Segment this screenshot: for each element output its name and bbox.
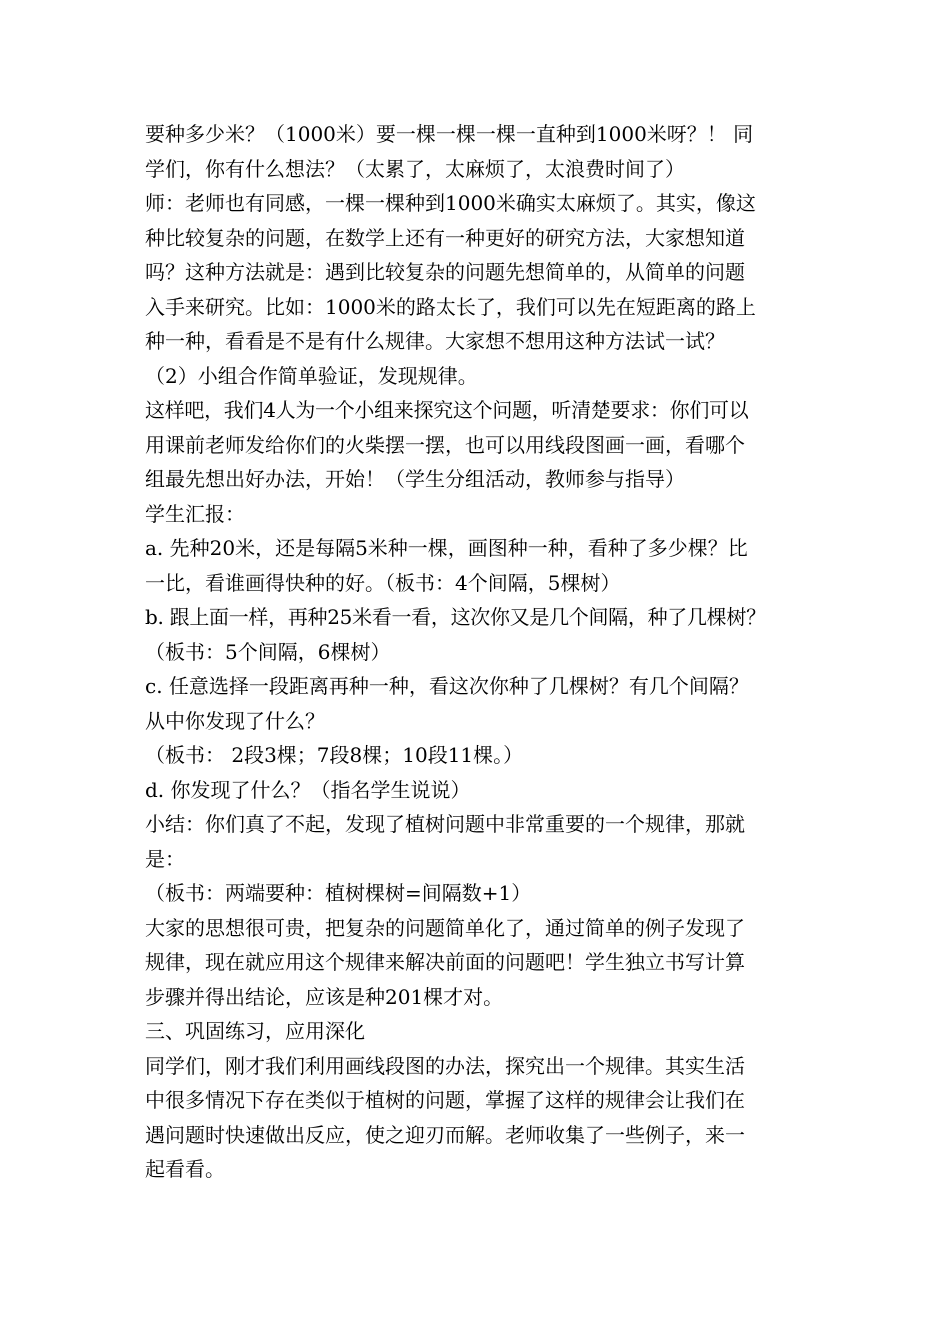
text-line: 学们，你有什么想法？（太累了，太麻烦了，太浪费时间了） bbox=[145, 156, 685, 181]
text-line: 师：老师也有同感，一棵一棵种到1000米确实太麻烦了。其实，像这 bbox=[145, 191, 756, 215]
text-line: 同学们，刚才我们利用画线段图的办法，探究出一个规律。其实生活 bbox=[145, 1053, 745, 1078]
text-line: 起看看。 bbox=[145, 1157, 225, 1181]
text-line: 是： bbox=[145, 846, 185, 871]
section-heading: （2）小组合作简单验证，发现规律。 bbox=[145, 363, 478, 388]
text-line: 遇问题时快速做出反应，使之迎刃而解。老师收集了一些例子，来一 bbox=[145, 1122, 745, 1147]
text-line: 种比较复杂的问题，在数学上还有一种更好的研究方法，大家想知道 bbox=[145, 225, 745, 250]
document-body bbox=[145, 117, 813, 1187]
text-line: （板书：5个间隔，6棵树） bbox=[145, 639, 391, 664]
text-line: 小结：你们真了不起，发现了植树问题中非常重要的一个规律，那就 bbox=[145, 812, 745, 836]
text-line: 种一种，看看是不是有什么规律。大家想不想用这种方法试一试？ bbox=[145, 329, 725, 353]
section-heading: 三、巩固练习，应用深化 bbox=[145, 1019, 365, 1043]
list-item-c: c. 任意选择一段距离再种一种，看这次你种了几棵树？有几个间隔？ bbox=[145, 674, 749, 698]
text-line: 要种多少米？（1000米）要一棵一棵一棵一直种到1000米呀？！ 同 bbox=[145, 122, 754, 146]
list-item-d: d. 你发现了什么？（指名学生说说） bbox=[145, 777, 471, 802]
text-line: （板书： 2段3棵；7段8棵；10段11棵。） bbox=[145, 743, 524, 767]
list-item-a: a. 先种20米，还是每隔5米种一棵，画图种一种，看种了多少棵？比 bbox=[145, 536, 748, 560]
text-line: 中很多情况下存在类似于植树的问题，掌握了这样的规律会让我们在 bbox=[145, 1088, 745, 1112]
text-line: 学生汇报： bbox=[145, 501, 245, 526]
text-line: 步骤并得出结论，应该是种201棵才对。 bbox=[145, 984, 504, 1009]
text-line: 用课前老师发给你们的火柴摆一摆，也可以用线段图画一画，看哪个 bbox=[145, 432, 745, 457]
list-item-b: b. 跟上面一样，再种25米看一看，这次你又是几个间隔，种了几棵树？ bbox=[145, 605, 766, 629]
text-line: 一比，看谁画得快种的好。（板书：4个间隔，5棵树） bbox=[145, 570, 621, 595]
text-line: 入手来研究。比如：1000米的路太长了，我们可以先在短距离的路上 bbox=[145, 294, 756, 319]
text-line: 组最先想出好办法，开始！（学生分组活动，教师参与指导） bbox=[145, 467, 685, 491]
text-line: 这样吧，我们4人为一个小组来探究这个问题，听清楚要求：你们可以 bbox=[145, 398, 749, 422]
text-line: 规律，现在就应用这个规律来解决前面的问题吧！学生独立书写计算 bbox=[145, 950, 745, 974]
text-line: 从中你发现了什么？ bbox=[145, 708, 325, 733]
text-line: 大家的思想很可贵，把复杂的问题简单化了，通过简单的例子发现了 bbox=[145, 915, 745, 940]
text-line: （板书：两端要种：植树棵树=间隔数+1） bbox=[145, 881, 532, 905]
text-line: 吗？这种方法就是：遇到比较复杂的问题先想简单的，从简单的问题 bbox=[145, 260, 745, 284]
